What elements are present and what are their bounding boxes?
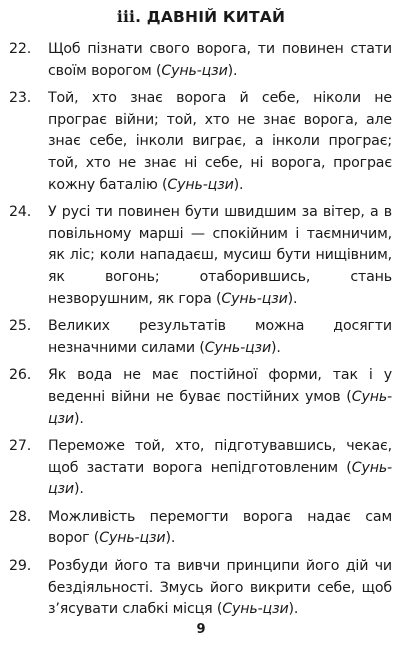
quote-item xyxy=(0,316,402,359)
quote-close: ). xyxy=(73,481,84,498)
quote-number: 24. xyxy=(9,204,32,221)
quote-text: У русі ти повинен бути швидшим за вітер, а в повільному марші — спокійним і таємничим, як ліс; коли нападаєш, мусиш бути нищівним, як вогонь; отаборившись, стань незворушним, як гора ( xyxy=(48,204,392,307)
quote-number: 25. xyxy=(9,318,32,335)
quote-item xyxy=(0,436,402,501)
quote-number: 22. xyxy=(9,41,32,57)
quote-close: ). xyxy=(73,410,84,427)
chapter-numeral: ііі xyxy=(116,7,136,26)
quote-number: 26. xyxy=(9,367,32,384)
quote-source: Сунь-цзи xyxy=(99,530,166,547)
quote-source: Сунь-цзи xyxy=(167,176,234,193)
quote-number: 23. xyxy=(9,90,32,107)
quote-item xyxy=(0,365,402,430)
quote-text: Можливість перемогти ворога надає сам ворог ( xyxy=(48,508,392,547)
quote-number: 29. xyxy=(9,558,32,575)
quote-source: Сунь-цзи xyxy=(221,290,288,307)
quote-close: ). xyxy=(165,530,176,547)
quote-close: ). xyxy=(233,176,244,193)
quote-text: Великих результатів можна досягти незначними силами ( xyxy=(48,318,392,356)
quote-source: Сунь-цзи xyxy=(222,601,289,618)
quote-close: ). xyxy=(288,601,299,618)
quote-source: Сунь-цзи xyxy=(48,388,392,427)
chapter-title: . ДАВНІЙ КИТАЙ xyxy=(135,8,286,26)
quote-item xyxy=(0,507,402,550)
quote-text: Щоб пізнати свого ворога, ти повинен стати своїм ворогом ( xyxy=(48,41,392,79)
running-header xyxy=(0,7,402,26)
quote-list xyxy=(0,39,402,627)
quote-source: Сунь-цзи xyxy=(161,62,228,79)
quote-text: Переможе той, хто, підготувавшись, чекає, щоб застати ворога непідготовленим ( xyxy=(48,438,392,476)
quote-item xyxy=(0,39,402,82)
quote-source: Сунь-цзи xyxy=(48,459,392,498)
quote-close: ). xyxy=(287,290,298,307)
quote-item xyxy=(0,202,402,310)
quote-item xyxy=(0,556,402,621)
quote-close: ). xyxy=(227,62,238,79)
quote-number: 27. xyxy=(9,438,32,455)
quote-text: Той, хто знає ворога й себе, ніколи не програє війни; той, хто не знає ворога, але знає себе, інколи виграє, а інколи програє; той, хто не знає ні себе, ні ворога, програє кожну баталію ( xyxy=(48,90,392,193)
quote-source: Сунь-цзи xyxy=(204,339,272,356)
quote-item xyxy=(0,88,402,196)
quote-text: Як вода не має постійної форми, так і у веденні війни не буває постійних умов ( xyxy=(48,367,392,405)
quote-text: Розбуди його та вивчи принципи його дій чи бездіяльності. Змусь його викрити себе, щоб з’ясувати слабкі місця ( xyxy=(48,558,392,618)
page-number: 9 xyxy=(196,622,206,637)
quote-close: ). xyxy=(271,339,281,356)
quote-number: 28. xyxy=(9,508,32,525)
